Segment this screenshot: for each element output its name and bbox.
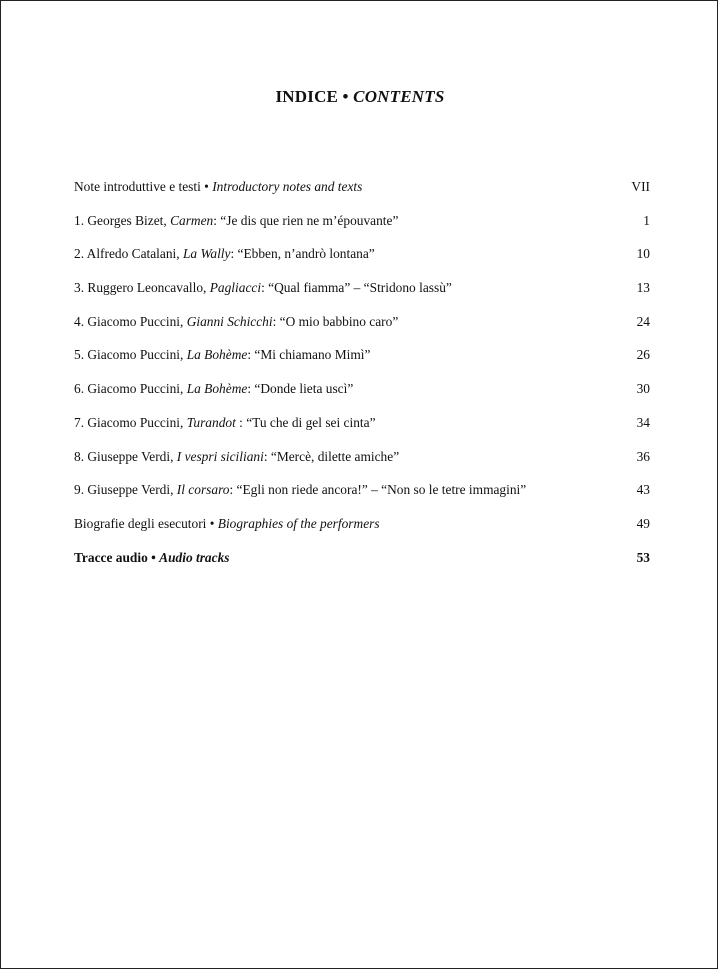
toc-entry-prefix: 5. Giacomo Puccini, [74, 347, 187, 363]
toc-entry-italic: Biographies of the performers [217, 515, 380, 531]
toc-entry-text [74, 211, 398, 231]
toc-entry-suffix: : “Tu che di gel sei cinta” [235, 414, 376, 430]
toc-page-number: 30 [636, 381, 650, 397]
toc-entry-biographies[interactable] [74, 514, 650, 548]
toc-entry-italic: Audio tracks [159, 549, 230, 565]
title-italic: CONTENTS [353, 87, 445, 106]
toc-page-number: 49 [636, 515, 650, 531]
toc-entry-8[interactable] [74, 447, 650, 481]
toc-entry-text [74, 379, 353, 399]
toc-entry-suffix: : “Donde lieta uscì” [247, 381, 354, 397]
toc-entry-text [74, 413, 376, 433]
toc-entry-italic: Introductory notes and texts [212, 179, 363, 194]
toc-entry-text [74, 345, 370, 365]
toc-page-number: 34 [636, 414, 650, 430]
toc-entry-text [74, 177, 362, 197]
toc-entry-text [74, 312, 398, 332]
toc-entry-prefix: 8. Giuseppe Verdi, [74, 448, 177, 464]
toc-entry-prefix: 6. Giacomo Puccini, [74, 381, 187, 397]
toc-entry-italic: La Bohème [186, 347, 248, 363]
title-main: INDICE [275, 87, 339, 106]
toc-entry-suffix: : “Ebben, n’andrò lontana” [230, 246, 375, 262]
toc-entry-audio-tracks[interactable] [74, 548, 650, 582]
toc-entry-suffix: : “Mi chiamano Mimì” [247, 347, 371, 363]
toc-entry-text [74, 548, 229, 568]
toc-entry-3[interactable] [74, 278, 650, 312]
toc-entry-italic: I vespri siciliani [176, 448, 264, 464]
toc-entry-suffix: : “Qual fiamma” – “Stridono lassù” [261, 280, 452, 296]
toc-entry-italic: Turandot [186, 414, 236, 430]
toc-entry-text [74, 278, 452, 298]
toc-entry-prefix: Tracce audio • [74, 549, 160, 565]
toc-page-number: VII [631, 179, 650, 194]
toc-page-number: 24 [636, 313, 650, 329]
toc-page-number: 36 [636, 448, 650, 464]
toc-entry-prefix: 7. Giacomo Puccini, [74, 414, 187, 430]
toc-page-number: 43 [636, 482, 650, 498]
toc-entry-6[interactable] [74, 379, 650, 413]
toc-entry-9[interactable] [74, 480, 650, 514]
toc-entry-prefix: 2. Alfredo Catalani, [74, 246, 183, 262]
toc-entry-text [74, 447, 399, 467]
toc-entry-2[interactable] [74, 244, 650, 278]
toc-entry-prefix: Note introduttive e testi • [74, 179, 213, 194]
toc-page-number: 10 [636, 246, 650, 262]
toc-entry-4[interactable] [74, 312, 650, 346]
toc-entry-prefix: 4. Giacomo Puccini, [74, 313, 187, 329]
toc-entry-text [74, 514, 380, 534]
toc-entry-italic: La Bohème [186, 381, 248, 397]
toc-entry-prefix: Biografie degli esecutori • [74, 515, 218, 531]
toc-entry-suffix: : “Je dis que rien ne m’épouvante” [213, 212, 399, 228]
toc-page-number: 26 [636, 347, 650, 363]
toc-page-number: 1 [643, 212, 650, 228]
toc-entry-suffix: : “Egli non riede ancora!” – “Non so le tetre immagini” [229, 482, 527, 498]
toc-entry-italic: La Wally [182, 246, 231, 262]
page-title [1, 87, 718, 107]
toc-entry-prefix: 3. Ruggero Leoncavallo, [74, 280, 210, 296]
toc-entry-suffix: : “Mercè, dilette amiche” [263, 448, 400, 464]
toc-entry-text [74, 244, 375, 264]
toc-entry-italic: Il corsaro [176, 482, 230, 498]
toc-page-number: 53 [636, 549, 650, 565]
toc-entry-prefix: 9. Giuseppe Verdi, [74, 482, 177, 498]
toc-entry-intro[interactable] [74, 177, 650, 211]
toc-entry-text [74, 480, 526, 500]
toc-page-number: 13 [636, 280, 650, 296]
toc-entry-italic: Pagliacci [209, 280, 262, 296]
toc-entry-5[interactable] [74, 345, 650, 379]
toc-entry-italic: Gianni Schicchi [186, 313, 273, 329]
toc-entry-italic: Carmen [170, 212, 214, 228]
toc-entry-1[interactable] [74, 211, 650, 245]
toc-entry-7[interactable] [74, 413, 650, 447]
toc-entry-prefix: 1. Georges Bizet, [74, 212, 171, 228]
toc-entry-suffix: : “O mio babbino caro” [272, 313, 399, 329]
title-separator: • [338, 87, 354, 106]
table-of-contents [74, 177, 650, 581]
